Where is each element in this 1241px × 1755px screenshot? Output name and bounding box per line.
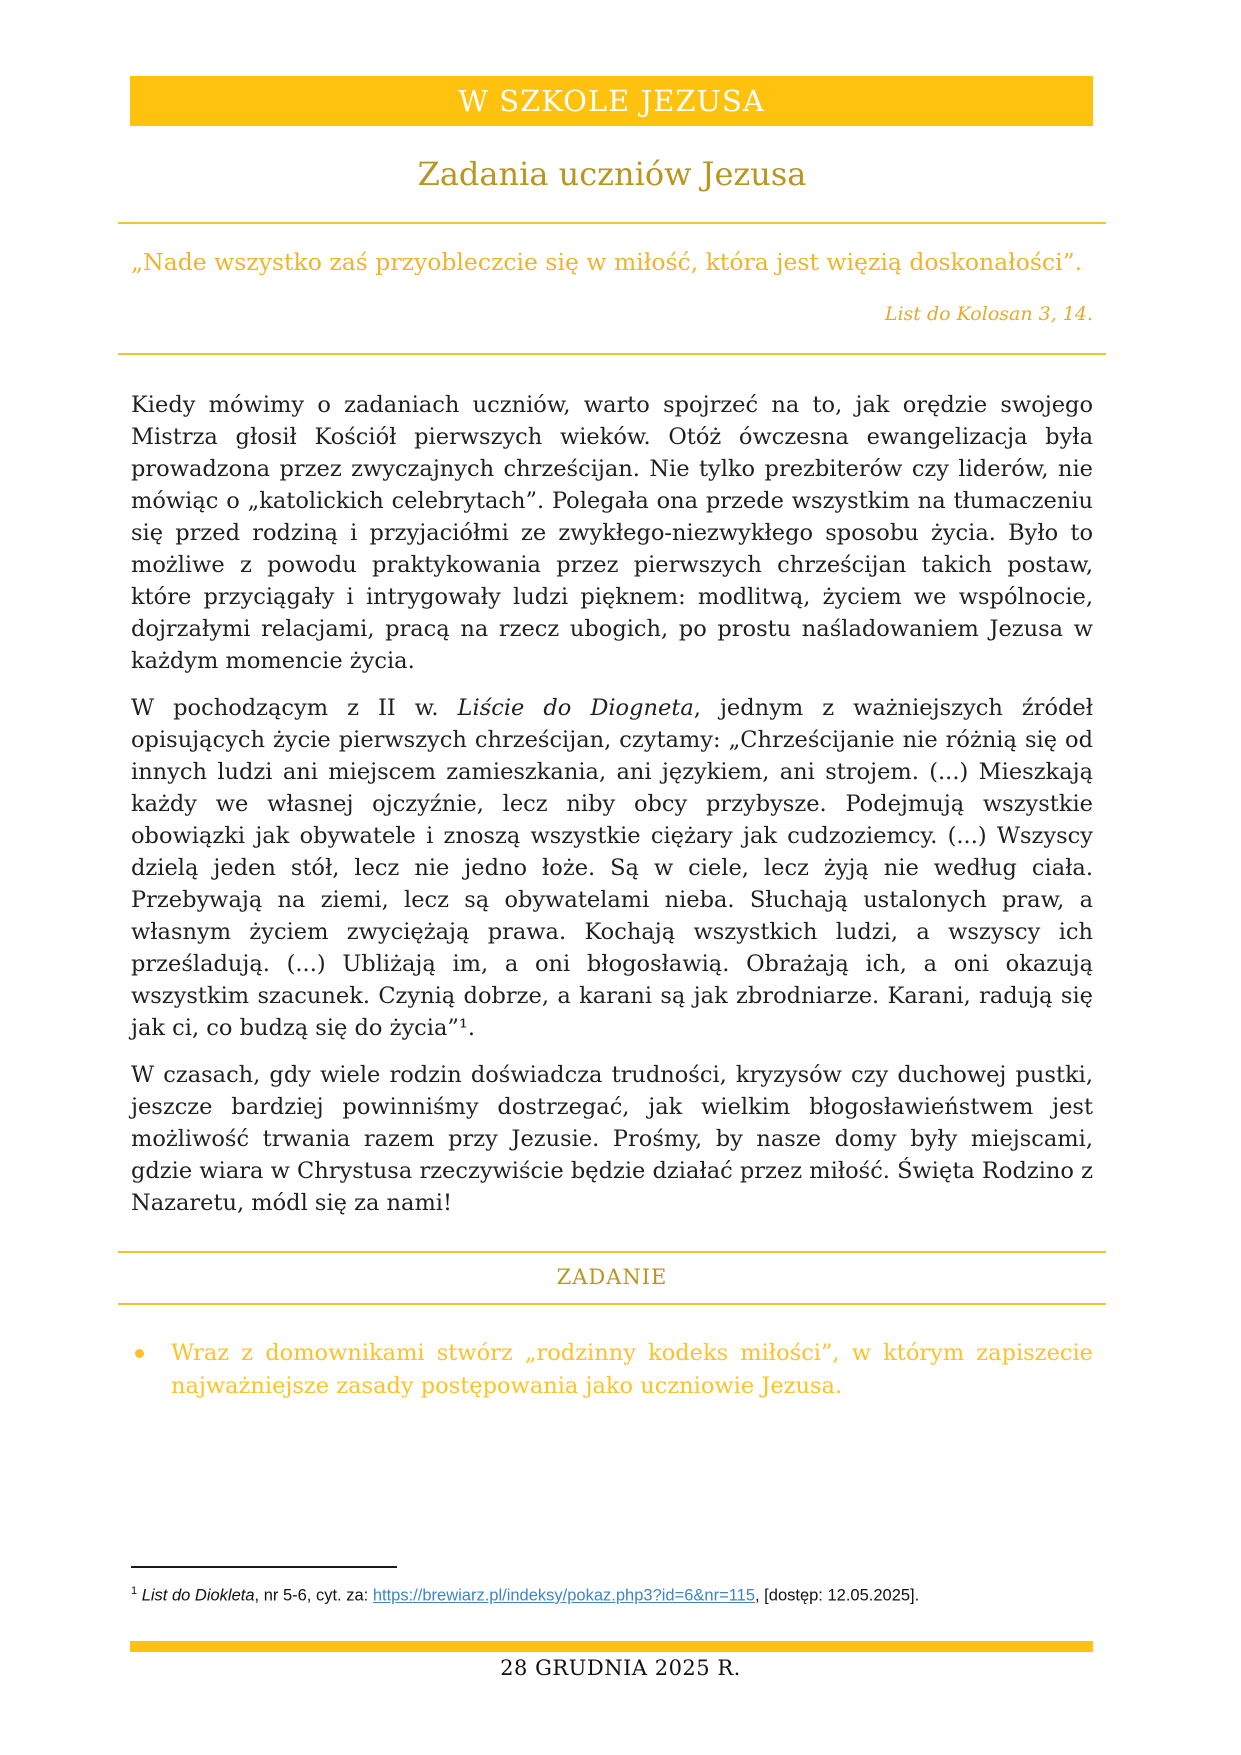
header-band xyxy=(130,76,1093,126)
body-paragraph-1: Kiedy mówimy o zadaniach uczniów, warto spojrzeć na to, jak orędzie swojego Mistrza głosił Kościół pierwszych wieków. Otóż ówczesna ewangelizacja była prowadzona przez zwyczajnych chrześcijan. Nie tylko prezbiterów czy liderów, nie mówiąc o „katolickich celebrytach”. Polegała ona przede wszystkim na tłumaczeniu się przed rodziną i przyjaciółmi ze zwykłego-niezwykłego sposobu życia. Było to możliwe z powodu praktykowania przez pierwszych chrześcijan takich postaw, które przyciągały i intrygowały ludzi pięknem: modlitwą, życiem we wspólnocie, dojrzałymi relacjami, pracą na rzecz ubogich, po prostu naśladowaniem Jezusa w każdym momencie życia. xyxy=(131,391,1093,674)
divider-task-top xyxy=(118,1251,1106,1253)
body-paragraph-3: W czasach, gdy wiele rodzin doświadcza trudności, kryzysów czy duchowej pustki, jeszcze bardziej powinniśmy dostrzegać, jak wielkim błogosławieństwem jest możliwość trwania razem przy Jezusie. Prośmy, by nasze domy były miejscami, gdzie wiara w Chrystusa rzeczywiście będzie działać przez miłość. Święta Rodzino z Nazaretu, módl się za nami! xyxy=(131,1061,1093,1216)
footnote-link[interactable]: https://brewiarz.pl/indeksy/pokaz.php3?id=6&nr=115 xyxy=(372,1586,756,1605)
footnote xyxy=(131,1580,1101,1608)
divider-quote-bottom xyxy=(118,353,1106,355)
page-title: Zadania uczniów Jezusa xyxy=(417,155,807,193)
scripture-quote: „Nade wszystko zaś przyobleczcie się w miłość, która jest więzią doskonałości”. xyxy=(131,248,1083,276)
quote-attribution: List do Kolosan 3, 14. xyxy=(884,302,1093,325)
header-band-title: W SZKOLE JEZUSA xyxy=(458,84,765,118)
divider-top xyxy=(118,222,1106,224)
footer-date: 28 GRUDNIA 2025 R. xyxy=(500,1656,741,1680)
footnote-marker: 1 xyxy=(131,1585,138,1597)
paragraph-2-prefix: W pochodzącym z II w. xyxy=(131,694,458,721)
divider-task-bottom xyxy=(118,1303,1106,1305)
footer-bar xyxy=(130,1641,1093,1652)
task-section-heading: ZADANIE xyxy=(556,1264,668,1289)
content-column xyxy=(131,0,1093,1403)
footnote-separator xyxy=(131,1566,397,1568)
task-list-item xyxy=(131,1337,1093,1403)
footnote-suffix: , [dostęp: 12.05.2025]. xyxy=(755,1586,920,1605)
paragraph-2-rest: , jednym z ważniejszych źródeł opisujących życie pierwszych chrześcijan, czytamy: „Chrześcijanie nie różnią się od innych ludzi ani miejscem zamieszkania, ani językiem, ani strojem. (...) Mieszkają każdy we własnej ojczyźnie, lecz niby obcy przybysze. Podejmują wszystkie obowiązki jak obywatele i znoszą wszystkie ciężary jak cudzoziemcy. (...) Wszyscy dzielą jeden stół, lecz nie jedno łoże. Są w ciele, lecz żyją nie według ciała. Przebywają na ziemi, lecz są obywatelami nieba. Słuchają ustalonych praw, a własnym życiem zwyciężają prawa. Kochają wszystkich ludzi, a wszyscy ich prześladują. (...) Ubliżają im, a oni błogosławią. Obrażają ich, a oni okazują wszystkim szacunek. Czynią dobrze, a karani są jak zbrodniarze. Karani, radują się jak ci, co budzą się do życia”¹. xyxy=(131,694,1093,1041)
bullet-icon xyxy=(135,1349,144,1358)
task-text: Wraz z domownikami stwórz „rodzinny kodeks miłości”, w którym zapiszecie najważniejsze zasady postępowania jako uczniowie Jezusa. xyxy=(171,1339,1093,1399)
body-paragraph-2 xyxy=(131,692,1093,1044)
footnote-work-title: List do Diokleta xyxy=(141,1586,255,1605)
footnote-mid: , nr 5-6, cyt. za: xyxy=(254,1586,373,1605)
paragraph-2-work-title: Liście do Diogneta xyxy=(457,694,694,721)
